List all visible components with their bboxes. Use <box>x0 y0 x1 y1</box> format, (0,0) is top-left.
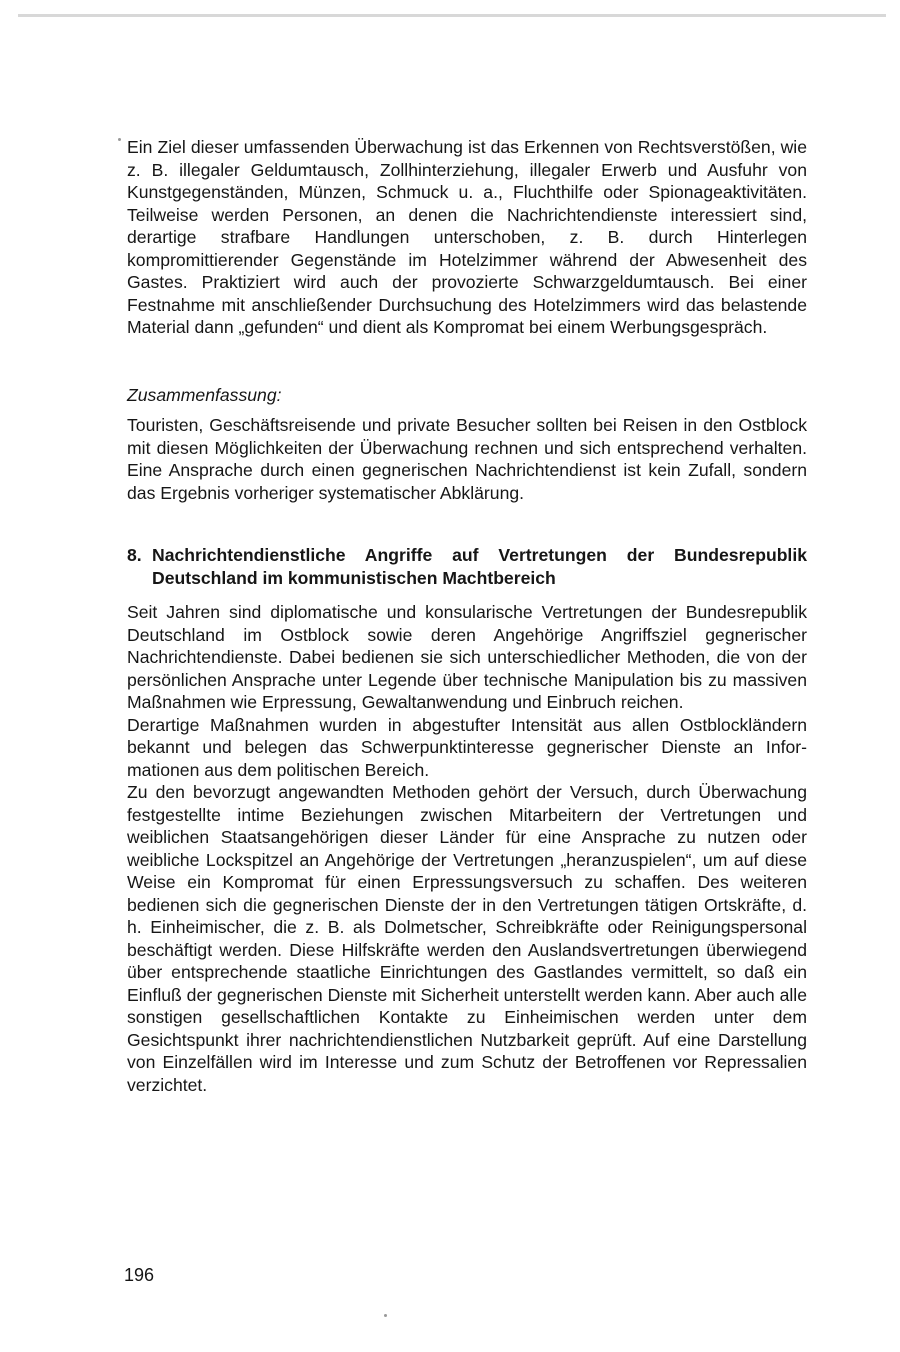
section-title: Nachrichtendienstliche Angriffe auf Vertretungen der Bundesrepublik Deutschland im kommunistischen Machtbereich <box>152 545 807 588</box>
page-content <box>127 136 807 1096</box>
page-number: 196 <box>124 1265 155 1285</box>
summary-heading: Zusammenfassung: <box>127 384 282 405</box>
scan-speck <box>118 138 121 141</box>
section-paragraph-1: Seit Jahren sind diplomatische und konsularische Vertretungen der Bundesrepublik Deutschland im Ostblock sowie deren Angehörige Angriffsziel gegnerischer Nachrichtendienste. Dabei bedienen sie sich unterschiedlicher Methoden, die von der persönlichen Ansprache unter Legende über technische Manipulation bis zu massiven Maßnahmen wie Erpressung, Gewaltanwendung und Einbruch reichen. <box>127 602 807 712</box>
scan-speck <box>384 1314 387 1317</box>
section-paragraph-2: Derartige Maßnahmen wurden in abgestufter Intensität aus allen Ostblockländern bekannt und belegen das Schwerpunktinteresse gegnerischer Dienste an Informationen aus dem politischen Bereich. <box>127 714 807 780</box>
paragraph-intro: Ein Ziel dieser umfassenden Überwachung ist das Erkennen von Rechtsverstößen, wie z. B. illegaler Geldumtausch, Zollhinterziehung, illegaler Erwerb und Ausfuhr von Kunstgegenständen, Münzen, Schmuck u. a., Fluchthilfe oder Spionageaktivitäten. Teilweise werden Personen, an denen die Nachrichtendienste interessiert sind, derartige strafbare Handlungen unterschoben, z. B. durch Hinterlegen kompromittierender Gegenstände im Hotelzimmer während der Abwesenheit des Gastes. Praktiziert wird auch der provozierte Schwarzgeldumtausch. Bei einer Festnahme mit anschließender Durchsuchung des Hotelzimmers wird das belastende Material dann „gefunden“ und dient als Kompromat bei einem Werbungsgespräch. <box>127 137 807 337</box>
section-heading <box>127 544 807 589</box>
section-number: 8. <box>127 545 142 565</box>
section-paragraph-3: Zu den bevorzugt angewandten Methoden gehört der Versuch, durch Überwachung festgestellte intime Beziehungen zwischen Mitarbeitern der Vertretungen und weiblichen Staatsangehörigen dieser Länder für eine Ansprache zu nutzen oder weibliche Lockspitzel an Angehörige der Vertretungen „heranzuspielen“, um auf diese Weise ein Kompromat für einen Erpressungsversuch zu schaffen. Des weiteren bedienen sich die gegnerischen Dienste der in den Vertretungen tätigen Ortskräfte, d. h. Einheimischer, die z. B. als Dolmetscher, Schreibkräfte oder Reinigungspersonal beschäftigt werden. Diese Hilfskräfte werden den Auslandsvertretungen überwiegend über entsprechende staatliche Einrichtungen des Gastlandes vermittelt, so daß ein Einfluß der gegnerischen Dienste mit Sicherheit unterstellt werden kann. Aber auch alle sonstigen gesellschaftlichen Kontakte zu Einheimischen werden unter dem Gesichtspunkt ihrer nachrichtendienstlichen Nutzbarkeit geprüft. Auf eine Darstellung von Einzelfällen wird im Interesse und zum Schutz der Betroffenen vor Repressalien verzichtet. <box>127 782 807 1095</box>
summary-paragraph: Touristen, Geschäftsreisende und private Besucher sollten bei Reisen in den Ostblock mit diesen Möglichkeiten der Überwachung rechnen und sich entsprechend verhalten. Eine Ansprache durch einen gegnerischen Nachrichtendienst ist kein Zufall, sondern das Ergebnis vorheriger systematischer Abklärung. <box>127 415 807 503</box>
scan-top-edge <box>18 14 886 17</box>
